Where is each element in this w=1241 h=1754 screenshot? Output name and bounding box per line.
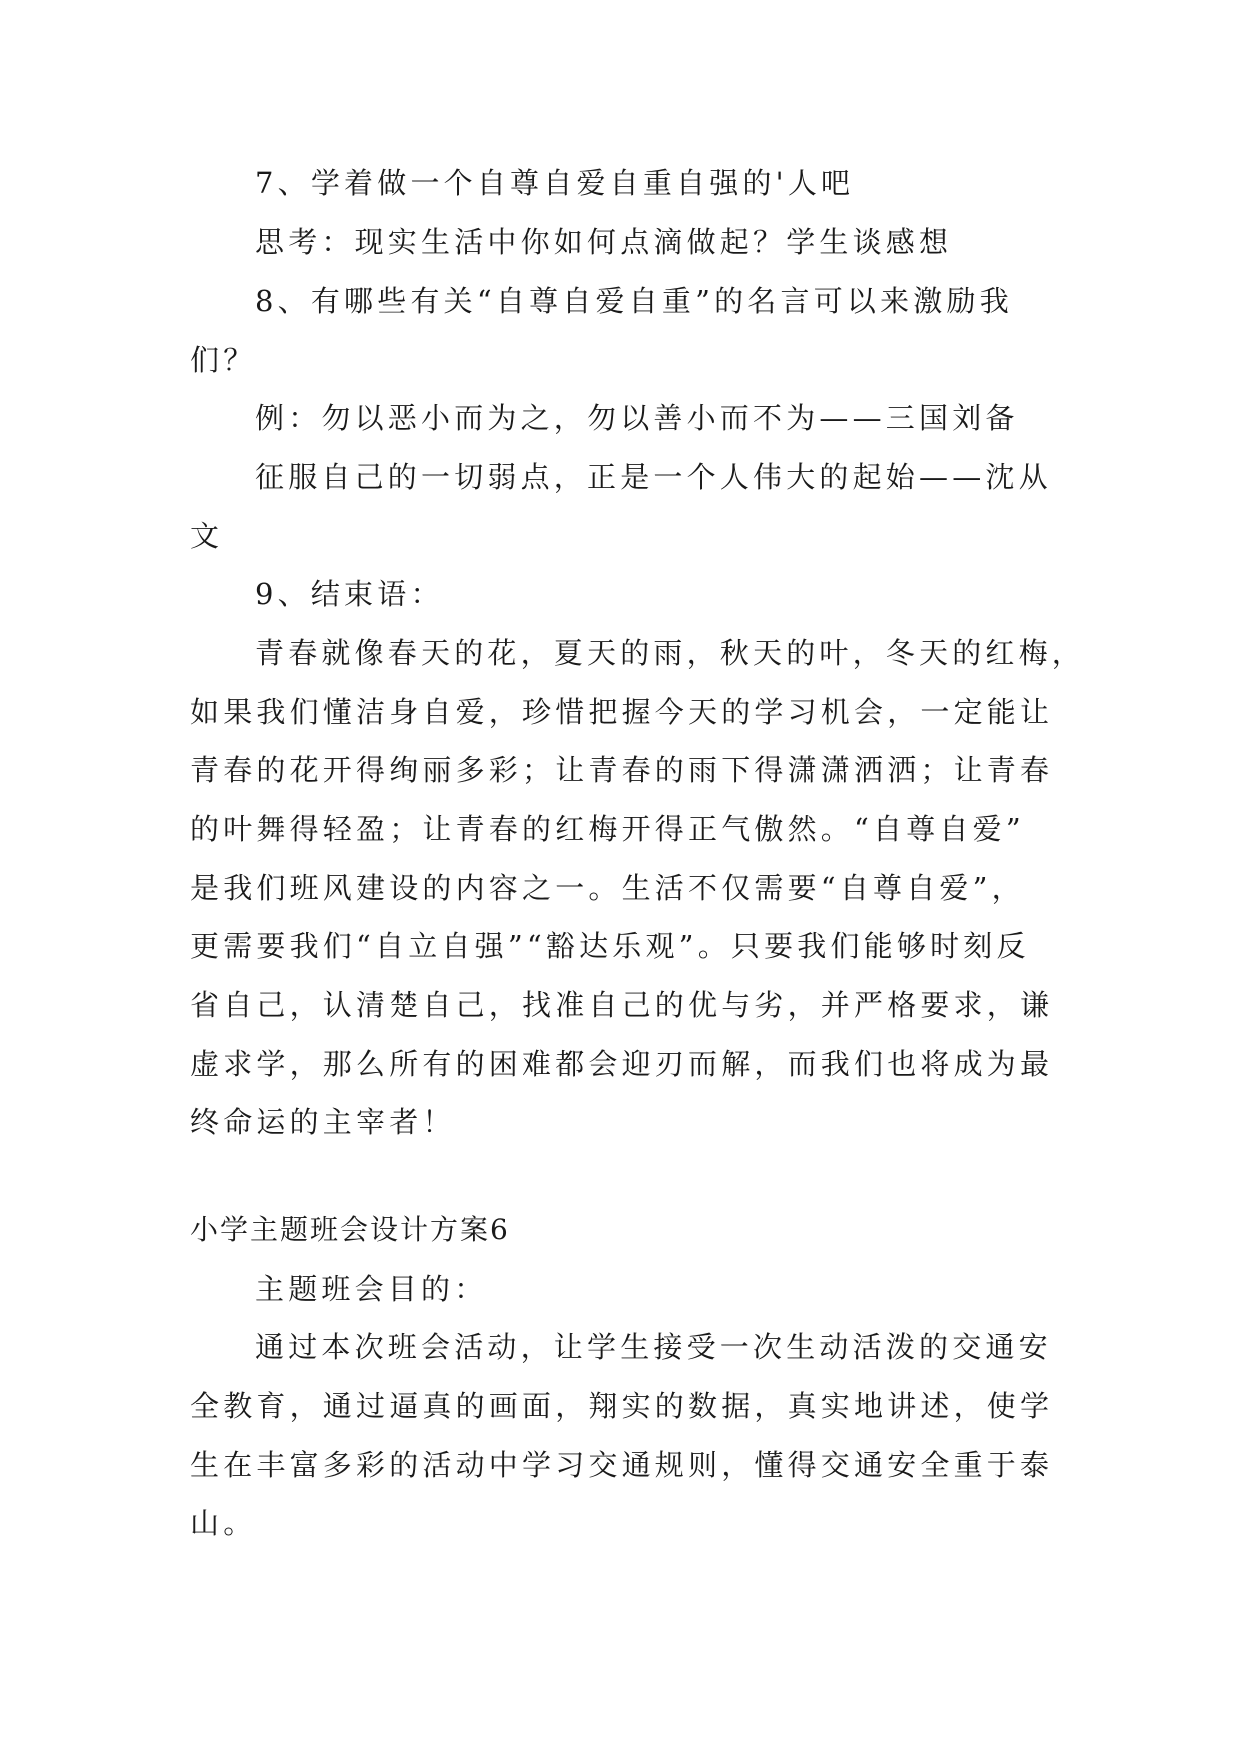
text-line-example-quote-2-cont: 文 bbox=[190, 519, 224, 553]
text-line-closing-7: 省自己，认清楚自己，找准自己的优与劣，并严格要求，谦 bbox=[190, 988, 1054, 1022]
text-line-closing-6: 更需要我们“自立自强”“豁达乐观”。只要我们能够时刻反 bbox=[190, 929, 1030, 963]
text-line-closing-1: 青春就像春天的花，夏天的雨，秋天的叶，冬天的红梅， bbox=[255, 636, 1086, 670]
text-line-closing-9: 终命运的主宰者！ bbox=[190, 1105, 456, 1139]
text-line-purpose-1: 通过本次班会活动，让学生接受一次生动活泼的交通安 bbox=[255, 1330, 1052, 1364]
text-line-closing-2: 如果我们懂洁身自爱，珍惜把握今天的学习机会，一定能让 bbox=[190, 695, 1054, 729]
text-line-example-quote-2: 征服自己的一切弱点，正是一个人伟大的起始——沈从 bbox=[255, 460, 1052, 494]
text-line-closing-3: 青春的花开得绚丽多彩；让青春的雨下得潇潇洒洒；让青春 bbox=[190, 753, 1054, 787]
text-line-purpose-3: 生在丰富多彩的活动中学习交通规则，懂得交通安全重于泰 bbox=[190, 1448, 1054, 1482]
text-line-purpose-label: 主题班会目的： bbox=[255, 1272, 488, 1306]
text-line-think: 思考：现实生活中你如何点滴做起？学生谈感想 bbox=[255, 225, 953, 259]
text-line-item-8-cont: 们？ bbox=[190, 343, 257, 377]
text-line-item-8: 8、有哪些有关“自尊自爱自重”的名言可以来激励我 bbox=[255, 284, 1013, 318]
text-line-item-9: 9、结束语： bbox=[255, 577, 444, 611]
text-line-purpose-4: 山。 bbox=[190, 1506, 257, 1540]
text-line-purpose-2: 全教育，通过逼真的画面，翔实的数据，真实地讲述，使学 bbox=[190, 1389, 1054, 1423]
text-line-closing-5: 是我们班风建设的内容之一。生活不仅需要“自尊自爱”， bbox=[190, 871, 1025, 905]
text-line-closing-4: 的叶舞得轻盈；让青春的红梅开得正气傲然。“自尊自爱” bbox=[190, 812, 1025, 846]
text-line-item-7: 7、学着做一个自尊自爱自重自强的'人吧 bbox=[255, 166, 855, 200]
text-line-closing-8: 虚求学，那么所有的困难都会迎刃而解，而我们也将成为最 bbox=[190, 1047, 1054, 1081]
text-line-example-quote-1: 例：勿以恶小而为之，勿以善小而不为——三国刘备 bbox=[255, 401, 1019, 435]
section-heading: 小学主题班会设计方案6 bbox=[190, 1213, 510, 1246]
